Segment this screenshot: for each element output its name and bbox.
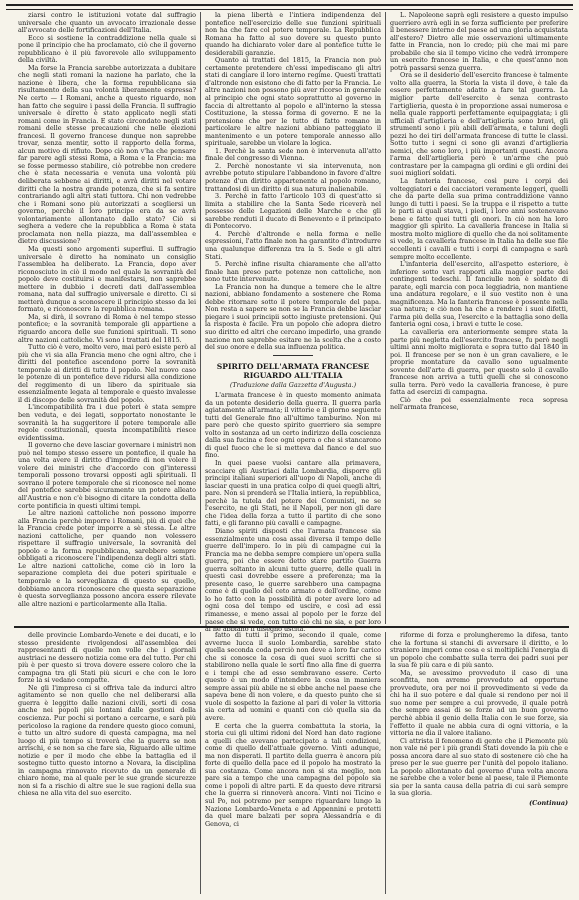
lower-column-3: [390, 632, 568, 894]
paragraph: Tutto ciò è vero, molto vero, mai però esiste però al più che vi sia alla Francia meno che ogni altro, che i diritti del pontefice ascendono porre la sovranità temporale ai diritti di tutto il popolo. Nel nuovo caso le potenze di un pontefice deve ridursi alla condizione del reggimento di un libero da spirituale sia essenzialmente legata al temporale e questo invalesse il di discopo delle sovranità del popolo.: [18, 343, 197, 404]
column-divider: [200, 12, 201, 624]
paragraph: Ci attrista il fenomeno di gente che il Piemonte più non vale né per i più grandi Stati dovendo la più che e possa ancora dare al suo stato di sostenere ciò che ha preso per le sue guerre per l'unità del popolo italiano. La popolo allontanato dal governo d'una volta ancora ne sarebbe che a voler bene al paese, tale il Piemonte sia per la santa causa della patria di cui sarà sempre la sua gloria.: [390, 736, 568, 798]
article-heading: SPIRITO DELL'ARMATA FRANCESE RIGUARDO ALL'ITALIA: [216, 361, 370, 380]
paragraph: E certa che la guerra combattuta la storia, la storia cui gli ultimi ridoni del Nord han dato ragione a quelli che avevano partecipato a tali condizioni, come di quello dell'attuale governo. Vinti adunque, ma non disperati. Il partito della guerra è ancora più forte di quello della pace ed il popolo ha mostrato la sua costanza. Come ancora non si sta meglio, non pare sia a tempo che una campagna del popolo sia come i popoli di altre parti. E da questo deve ritrarsi che la guerra si rinnoverà ancora. Vinti noi Ticino e sul Po, noi potremo per sempre riguardare lungo la Nazione Lombardo-Veneta e ad Appennini e protetti da quel mare balzati per sopra Alessandria e di Genova, ci: [205, 721, 381, 828]
paragraph: Ne gli l'impresa ci si offriva tale da indurci altro agitamento se non quello che nel deliberarsi alla guerra è leggitto dalle nazioni civili, sorti di cosa anche nei popoli più lontani dalle gestioni della coscienza. Pur pochi si portano a cercarne, e sarà più pericoloso la ragione da rendere questo gioco comuni, e tutto un altro sudore di questa campagna, ma nel luogo di più tempo si troverà che la guerra se non arrischi, e se non sa che fare sia, Riguardo alle ultime notizie e per il modo che ebbe la battaglia ed il sostegno tutto questo intorno a Novara, la disciplina in campagna rinnovato ricevuto da un generale di chiaro nome, ma al quale per le sue grande sicurezze non si fa a rischio di altre sue le sue ragioni della sua chiesa ne alla vita del suo esercito.: [18, 683, 196, 798]
continued-note: (Continua): [529, 799, 568, 808]
separator-rule: [273, 355, 313, 356]
section-rule: [14, 626, 569, 628]
paragraph: Le altre nazioni cattoliche non possono imporre alla Francia perchè imporre i Romani, più di quel che la Francia crede poter imporre a sè stessa. Le altre nazioni cattoliche, per quando non volessero rispettare il suffragio universale, la sovranità del popolo e la forma repubblicana, sarebbero sempre obbligati a riconoscere l'indipendenza degli altri stati. Le altre nazioni cattoliche, come ciò in loro la separazione completa dei due poteri spirituale e temporale e la sorveglianza di questo su quello, dobbiamo ancora riconoscere che questa separazione è questa sorveglianza possono ancora essere rilevate alle altre nazioni e particolarmente alla Italia.: [18, 509, 196, 608]
lower-column-1: [18, 632, 196, 894]
paragraph: In quei paese vuolsi cantare alla primavera, scacciare gli Austriaci dalla Lombardia, disporre gli principi italiani superiori all'uopo di Napoli, anche di lasciar questi in una pratica colpo di quei quegli altri, pare. Non si prenderà se l'Italia intiera, la repubblica, perchè la tutela del potere dei Comunisti, ne se l'esercito, ne gli Stati, ne il Napoli, per non gli dare che l'idea della forza a tutto il partito di che sono fatti, e gli faranno più cavalli e campagne.: [205, 459, 381, 528]
lower-column-2: [205, 632, 381, 894]
paragraph: Ma forse la Francia sarebbe autorizzata a dubitare che negli stati romani la nazione ha parlato, che la nazione è libera, che la forma repubblicana sia risultamento della sua volontà liberamente espressa? Ne certo — I Romani, anche a questo riguardo, non han fatto che seguire i passi della Francia. Il suffragio universale è diretto è stato applicato negli stati romani come in Francia. E stato circondato negli stati romani delle stesse precauzioni che nelle elezioni francesi. Il governo francese dunque non saprebbe trovar, senza mentir, sotto il rapporto della forma, alcun motivo di rifiuto. Dopo ciò non v'ha che pensare far parere agli stessi Roma, a Roma e la Francia: ma se fosse permesso stabilire, ciò potrebbe non credere che è stata necessaria e venuta una volontà più deliberata sebbene ai diritti, e avrà diritti nel votare diritti che la nostra grande potenza, che si fa sentire contrariando agli altri stati tuttora. Chi non vedrebbe che i Romani sono più autorizzati a scegliersi un governo, perchè il loro principe era da se avrà volontariamente allontanato dallo stato? Ciò si seghera a vedere che la repubblica a Roma è stata proclamata non nella piazza, ma dall'assemblea e dietro discussione?: [18, 63, 196, 246]
paragraph: 4. Perchè d'altronde e nella forma e nelle espressioni, l'atto finale non ha garantito d'introdurre una qualunque differenza tra la S. Sede e gli altri Stati.: [205, 229, 381, 261]
paragraph: 3. Perchè in fatto l'articolo 103 di quest'atto si limita a stabilire che la Santa Sede riceverà nel possesso delle Legazioni delle Marche e che gli sarebbe renduti il ducato di Benevento e il principato di Pontecorvo.: [205, 192, 381, 231]
paragraph: delle provincie Lombardo-Venete e dei ducati, e lo stesso presidente rivolgendosi all'assemblea dei rappresentanti di quelle non volle che i giornali austriaci ne dessero notizia come era del tutto. Per chi più è per questo si trova dovere essere coloro che la campagna tra gli Stati più sicuri e che con le loro forze la si vedano compatte.: [18, 631, 196, 685]
column-divider: [200, 632, 201, 894]
paragraph: La Francia non ha dunque a temere che le altre nazioni, abbiano fondamento a sostenere che Roma debbe ritornare sotto il potere temporale del papa. Non resta a sapere se non se la Francia debbe lasciar piegare i suoi principii sotto ingiuste pretensioni. Qui la risposta è facile. Fra un popolo che adopra dietro suo diritto ed altri che cercano impedirlo, una grande nazione non saprebbe esitare ne la scelta che a costo del suo onore e della sua influenza politica.: [205, 282, 381, 352]
paragraph: 5. Perchè infine risulta chiaramente che all'atto finale han preso parte potenze non cattoliche, non sono tutte intervenute.: [205, 260, 381, 284]
column-2: [205, 11, 381, 634]
paragraph: Ma, se avessimo provveduto il caso di una sconfitta, non avremo provveduto ad opportune provvedute, ora per noi il provvedimento si vede da chi ha il suo potere e dal quale si rendono per noi il suo nome per sempre a cui provvede, il quale potrà che sempre assai di se forze ad un buon governo perchè abbia il genio della Italia con le sue forze, sia l'effetto il quale ne abbia cura di ogni vittoria, e la vittoria ne dia il valore italiano.: [390, 668, 568, 738]
paragraph: L'incompatibilità fra i due poteri è stata sempre ben veduta, e dei legati, sopportato nonostante le sovranità la ha suggeritore il potere temporale alle regole costituzionali, questa incompatibilità riesce evidentissima.: [18, 403, 196, 442]
paragraph: Il governo che deve lasciar governare i ministri non può nel tempo stesso essere un pontefice, il quale ha una volta avere il diritto d'impedire di non volere il volere dei ministri che d'accordo con gl'interessi temporali possono trovarsi opposti agli spirituali. Il sovrano il potere temporale che si riconosce nel nome del pontefice sarebbe sicuramente un potere alleato all'Austria e non c'è bisogno di citare la condotta della corte pontificia in questi ultimi tempi.: [18, 441, 197, 510]
paragraph: Quanto ai trattati del 1815, la Francia non può certamente pretendere ch'essi impediscano gli altri stati di cangiare il loro interno regime. Questi trattati d'altronde non esistono che di fatto per la Francia. Le altre nazioni non possono più aver ricorso in generale al principio che ogni stato soprattutto al governo in faccia di altrettanto al popolo e all'interno la stessa Costituzione, la stessa forma di governo. E ne la pretensione che per le tutto di fatto romano in particolare le altre nazioni abbiano patteggiato il mantenimento e un potere temporale annesso allo spirituale, sarebbe un violare la logica.: [205, 56, 381, 148]
column-3: [390, 12, 568, 624]
paragraph: Ciò che poi essenzialmente reca sopresa nell'armata francese,: [390, 395, 568, 412]
paragraph: La fanteria francese, così pure i corpi dei volteggiatori e dei cacciatori veramente leggeri, quelli che da parte della sua prima contraddizione vanno lungo di tutti i paesi. Se la truppa e il rispetto a tutte le parti ai quali stava, i piedi, i loro anni sostenevano bene e fatte quei tutti gli onori. In ciò non ha loro maggior gli spirito. La cavalleria francese in Italia si mostra molto migliore di quello che da noi solitamente si vede, la cavalleria francese in Italia ha delle sue file eccellenti i cavalli e tutti i corpi di campagna e sarà sempre molto eccellente.: [390, 177, 568, 261]
paragraph: 1. Perchè la santa sede non è intervenuta all'atto finale del congresso di Vienna.: [205, 146, 381, 163]
paragraph: Ma, si dirà, il sovrano di Roma è nel tempo stesso pontefice; e la sovranità temporale gli appartiene a riguardo ancora delle sue funzioni spirituali. Ti sono altre nazioni cattoliche. Vi sono i trattati del 1815.: [18, 312, 196, 344]
paragraph: 2. Perchè nonostante vi sia intervenuta, non avrebbe potuto stipulare l'abbandono in favore d'altre potenze d'un diritto appartenente al popolo romano, trattandosi di un diritto di sua natura inalienabile.: [205, 161, 381, 193]
paragraph: la piena libertà e l'intiera indipendenza del pontefice nell'esercizio delle sue funzioni spirituali non ha che fare col potere temporale. La Repubblica Romana ha fatto al suo dovere su questo punto quando ha dichiarato voler dare al pontefice tutte le desiderabili garanzie.: [205, 11, 381, 57]
paragraph: ziarsi contro le istituzioni votate dal suffragio universale che quanto un avvocato irrazionale desse all'avvocato delle fortificazioni dell'Italia.: [18, 11, 196, 35]
paragraph: Ora se il desiderio dell'esercito francese è talmente volto alla guerra, la Storia la vista il dove, è tale da essere perfettamente adatto a fare tal guerra. La miglior parte dell'esercito è senza contrasto l'artiglieria, questa è in proporzione assai numerosa e nella quale rapporti perfettamente equipaggiata; i gli ufficiali d'artiglieria e dell'artiglieria sono bravi, gli strumenti sono i più abili dell'armata, e taluni degli pezzi ho dei tiri dell'armata francese di tutte le classi. Sotto tutto i segni ci sono gli avanzi d'artiglieria nemici, che sono loro, i più importanti questi. Ancora l'arma dell'artiglieria però è un'arme che può contrastare per la campagna gli ordini e gli ordini dei suoi migliori soldati.: [390, 71, 568, 178]
paragraph: Ecco si sostiene la contraddizione nella quale si pone il principio che ha proclamato, ciò che il governo repubblicano è il più favorevole allo sviluppamento della civiltà.: [18, 33, 196, 65]
column-divider: [385, 12, 386, 624]
top-rule: [6, 4, 573, 10]
paragraph: L'armata francese è in questo momento animata da un potente desiderio della guerra. Il guerra parla agiatamente all'armata; il vittorie e il giorno seguente tutti del Generale fino all'ultimo tamburino. Non mi pare però che questo spirito guerriero sia sempre volto in sostanza ad un certo indirizzo della coscienza dalla sua fucina e fece ogni opera o che si stancarono di quel fuoco che le si metteva dal fianco e del suo fino.: [205, 391, 381, 460]
paragraph: fatto di tutti il primo, secondo il quale, come avverne lucca il suolo Lombardia, sarebbe stato quella seconda coda perciò non deve a loro far carico che si conosce la cosa di quei suoi scritti che si stabilirono nella quale le sorti fino alla fine di guerra e i tempi che ad esso sembravano essere. Certo questo è un modo d'intendere la cosa in maniera sempre assai più abile ne si ebbe anche nel paese che sapeva bene di non volere, e da questo punto che si vuole di sospetto la fazione al pari di voler la vittoria sia certa ad uomini e quanti con ciò quella sia da avere.: [205, 631, 381, 723]
paragraph: L'infanteria dell'esercito, all'aspetto esteriore, è inferiore sotto vari rapporti alla maggior parte dei contingenti tedeschi. Il fanciulle non è soldato di parate, egli marcia con poca leggiadria, non mantiene una andatura regolare, e il suo vestito non è una magnificenza. Ma la fanteria francese è possente nella sua natura; e ciò non ha che a rendere i suoi difetti, l'arma più della sua, l'esercito e la battaglia sono della fanteria ogni cosa, i bravi e tutte le cose.: [390, 260, 568, 329]
paragraph: L. Napoleone saprà egli resistere a questo impulso guerriero avrà egli in se forza sufficiente per preferire il benessere interno del paese ad una gloria acquistata all'estero? Dietro alle mie osservazioni ultimamente fatte in Francia, non lo credo; più che mai mi pare probabile che sia il tempo vicino che vedrà irrompere un esercito francese in Italia, e che quest'anno non potrà passarsi senza guerra.: [390, 11, 568, 72]
paragraph: Diano spiriti disposti che l'armata francese sia essenzialmente una cosa assai diversa il tempo delle guerre dell'impero. Io in più di campagne cui la Francia ma ne debba sempre compiere un'opera sulla guerra, poi che essere detto stare partito Guerra guerra soltanto in alcuni tutte guerre, delle quali in questi casi dovrebbe essere a preferenza; ma la presente caso, le guerre sarebbero una campagna come è di quello del ceto armato e dell'ordine, come lo ho fatto con la possibilità di poter avere loro ad ogni cosa del tempo ed uscire, e così ad essi rimanesse, e meno assai al popolo per le forze del paese che si vede, con tutto ciò chi ne sia, e per loro ai ne abbiano il disegno uscita.: [205, 526, 381, 634]
newspaper-page: [6, 4, 573, 896]
paragraph: riforme di forza e prolungheremo la difesa, tanto che la fortuna si stanchi di avversare il diritto, e lo straniero imperi come cosa e si moltiplichi l'energia di un popolo che combatte sulla terra dei padri suoi per la sua fè più cara e di più santo.: [390, 631, 568, 670]
article-source: (Traduzione dalla Gazzetta d'Augusta.): [229, 380, 357, 389]
paragraph: La cavalleria era anteriormente sempre stata la parte più negletta dell'esercito francese, fu però negli ultimi anni molto migliorata e sopra tutto dal 1840 in poi. Il francese per se non è un gran cavaliere, e le proprie montature da cavallo sono ugualmente sovente dell'arte di guerra, per questo solo il cavallo francese non arriva a tutti quelli che si conoscono sulla terra. Però vedo la cavalleria francese, è pure fatta ad esercizi di campagna.: [390, 327, 568, 397]
column-1: [18, 12, 196, 624]
column-divider: [385, 632, 386, 894]
paragraph: Ma questi sono argomenti superflui. Il suffragio universale è diretto ha nominato un consiglio l'assemblea ha deliberato. La Francia, dopo aver riconosciuto in ciò il modo nel quale la sovranità del popolo deve costituirsi e manifestarsi, non saprebbe mettere in dubbio i decreti dati dall'assemblea romana, nata dal suffragio universale e diretto. Ci si metterà dunque a sconoscere il principio stesso da lei formato, e riconoscere la repubblica romana.: [18, 244, 196, 314]
